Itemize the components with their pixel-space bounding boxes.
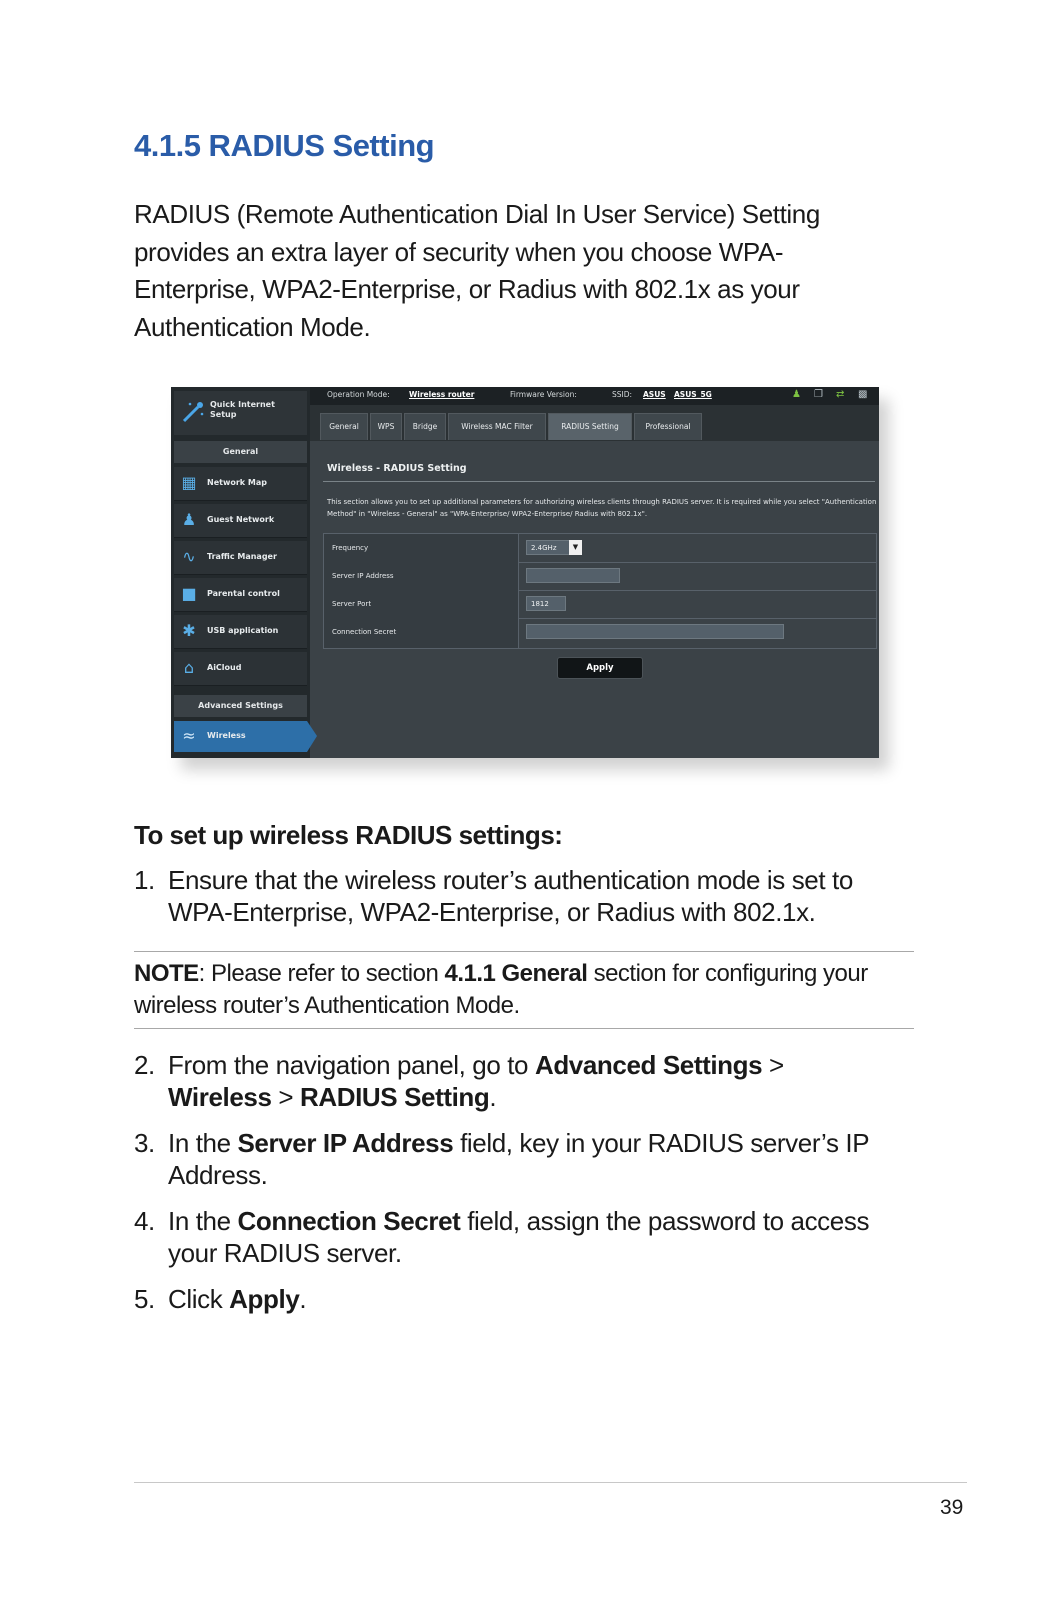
copy-icon[interactable]: ❐ (814, 389, 823, 400)
tab-radius-setting[interactable]: RADIUS Setting (548, 413, 632, 440)
panel-divider (323, 481, 875, 482)
frequency-row (324, 534, 876, 563)
operation-mode-label: Operation Mode: (327, 390, 390, 399)
panel-title: Wireless - RADIUS Setting (327, 463, 467, 474)
page-number: 39 (940, 1496, 964, 1519)
radius-form (323, 533, 877, 649)
frequency-select[interactable]: 2.4GHz ▼ (526, 540, 582, 555)
guest-network-icon: ♟ (181, 510, 197, 529)
tab-wps[interactable]: WPS (370, 413, 402, 440)
advanced-settings-header: Advanced Settings (174, 695, 307, 717)
tab-professional[interactable]: Professional (634, 413, 702, 440)
step-1: 1. Ensure that the wireless router’s authentication mode is set to WPA-Enterprise, WPA2-Enterprise, or Radius with 802.1x. (134, 865, 853, 927)
usb-icon[interactable]: ⇄ (836, 389, 845, 400)
tab-wireless-mac-filter[interactable]: Wireless MAC Filter (448, 413, 546, 440)
step-5: 5. Click Apply. (134, 1284, 307, 1314)
operation-mode-link[interactable]: Wireless router (409, 390, 475, 399)
frequency-label: Frequency (332, 544, 369, 552)
sidebar-item-parental-control[interactable]: ■ Parental control (174, 578, 307, 612)
router-screenshot (171, 387, 879, 758)
status-bar (310, 387, 879, 405)
ssid-label: SSID: (612, 390, 633, 399)
sidebar-item-network-map[interactable]: ▦ Network Map (174, 467, 307, 501)
apply-button[interactable]: Apply (557, 657, 643, 679)
tab-bridge[interactable]: Bridge (404, 413, 446, 440)
server-ip-row (324, 562, 876, 591)
wifi-icon: ≈ (182, 726, 196, 745)
server-ip-label: Server IP Address (332, 572, 394, 580)
printer-icon[interactable]: ▩ (858, 389, 868, 400)
step-4: 4. In the Connection Secret field, assign the password to access your RADIUS server. (134, 1206, 870, 1268)
network-map-icon: ▦ (181, 473, 197, 492)
tab-general[interactable]: General (320, 413, 368, 440)
connection-secret-label: Connection Secret (332, 628, 397, 636)
intro-paragraph: RADIUS (Remote Authentication Dial In User Service) Setting provides an extra layer of security when you choose WPA- Enterprise, WPA2-Enterprise, or Radius with 802.1x as your Authentication Mode. (134, 199, 820, 342)
note-top-rule (134, 951, 914, 952)
puzzle-icon: ✱ (182, 621, 196, 640)
sidebar-item-traffic-manager[interactable]: ∿ Traffic Manager (174, 541, 307, 575)
step-2: 2. From the navigation panel, go to Advanced Settings > Wireless > RADIUS Setting. (134, 1050, 784, 1112)
panel-description: This section allows you to set up additional parameters for authorizing wireless clients through RADIUS server. It is required while you select "Authentication Method" in "Wireless - General" as "WPA-Enterprise/ WPA2-Enterprise/ Radius with 802.1x". (327, 498, 877, 518)
sidebar-item-usb-application[interactable]: ✱ USB application (174, 615, 307, 649)
page-heading: 4.1.5 RADIUS Setting (134, 128, 435, 163)
tab-bar (310, 405, 879, 441)
server-ip-input[interactable] (526, 568, 620, 583)
ssid-link-5ghz[interactable]: ASUS_5G (674, 390, 712, 399)
user-icon[interactable]: ♟ (792, 389, 801, 400)
footer-rule (134, 1482, 967, 1483)
connection-secret-row (324, 618, 876, 646)
magic-wand-icon (180, 399, 206, 425)
lock-icon: ■ (181, 584, 197, 603)
ssid-link-24ghz[interactable]: ASUS (643, 390, 666, 399)
note-box: NOTE: Please refer to section 4.1.1 General section for configuring your wireless router’s Authentication Mode. (134, 960, 868, 1019)
server-port-row (324, 590, 876, 619)
firmware-version-label: Firmware Version: (510, 390, 577, 399)
connection-secret-input[interactable] (526, 624, 784, 639)
cloud-house-icon: ⌂ (183, 658, 195, 677)
sidebar-item-guest-network[interactable]: ♟ Guest Network (174, 504, 307, 538)
note-bottom-rule (134, 1028, 914, 1029)
sidebar-item-aicloud[interactable]: ⌂ AiCloud (174, 652, 307, 686)
general-header: General (174, 441, 307, 463)
quick-internet-setup-label: Quick Internet Setup (210, 400, 275, 419)
sidebar-item-wireless[interactable]: ≈ Wireless (174, 721, 307, 752)
server-port-label: Server Port (332, 600, 372, 608)
procedure-heading: To set up wireless RADIUS settings: (134, 820, 563, 850)
quick-internet-setup[interactable] (174, 391, 307, 435)
step-3: 3. In the Server IP Address field, key in your RADIUS server’s IP Address. (134, 1128, 870, 1190)
chevron-down-icon: ▼ (569, 540, 582, 555)
active-nav-pointer (307, 721, 317, 752)
traffic-manager-icon: ∿ (182, 547, 196, 566)
server-port-input[interactable]: 1812 (526, 596, 566, 611)
sidebar (171, 387, 310, 758)
